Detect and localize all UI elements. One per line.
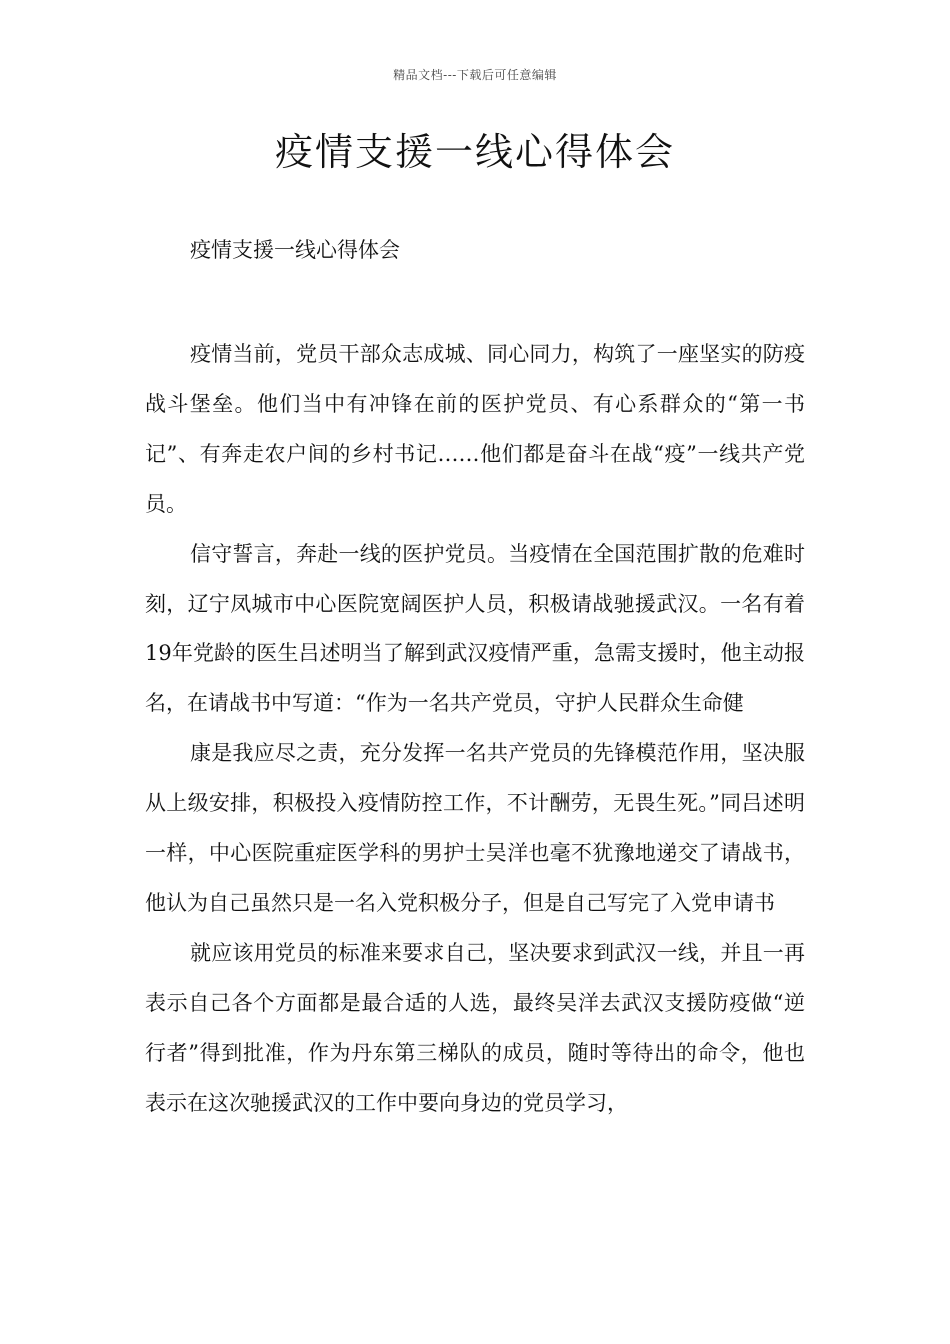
paragraph: 疫情当前，党员干部众志成城、同心同力，构筑了一座坚实的防疫战斗堡垒。他们当中有冲锋在前的医护党员、有心系群众的“第一书记”、有奔走农户间的乡村书记……他们都是奋斗在战“疫”一线共产党员。 bbox=[145, 342, 805, 516]
paragraph: 康是我应尽之责，充分发挥一名共产党员的先锋模范作用，坚决服从上级安排，积极投入疫情防控工作，不计酬劳，无畏生死。”同吕述明一样，中心医院重症医学科的男护士吴洋也毫不犹豫地递交了请战书，他认为自己虽然只是一名入党积极分子，但是自己写完了入党申请书 bbox=[145, 741, 805, 915]
header-note: 精品文档---下载后可任意编辑 bbox=[393, 68, 557, 82]
paragraph: 信守誓言，奔赴一线的医护党员。当疫情在全国范围扩散的危难时刻，辽宁凤城市中心医院宽阔医护人员，积极请战驰援武汉。一名有着19年党龄的医生吕述明当了解到武汉疫情严重，急需支援时，他主动报名，在请战书中写道：“作为一名共产党员，守护人民群众生命健 bbox=[145, 541, 805, 716]
document-body bbox=[145, 330, 805, 1129]
document-title: 疫情支援一线心得体会 bbox=[274, 130, 675, 174]
paragraph: 就应该用党员的标准来要求自己，坚决要求到武汉一线，并且一再表示自己各个方面都是最合适的人选，最终吴洋去武汉支援防疫做“逆行者”得到批准，作为丹东第三梯队的成员，随时等待出的命令，他也表示在这次驰援武汉的工作中要向身边的党员学习， bbox=[145, 940, 805, 1115]
document-subtitle: 疫情支援一线心得体会 bbox=[190, 238, 400, 262]
